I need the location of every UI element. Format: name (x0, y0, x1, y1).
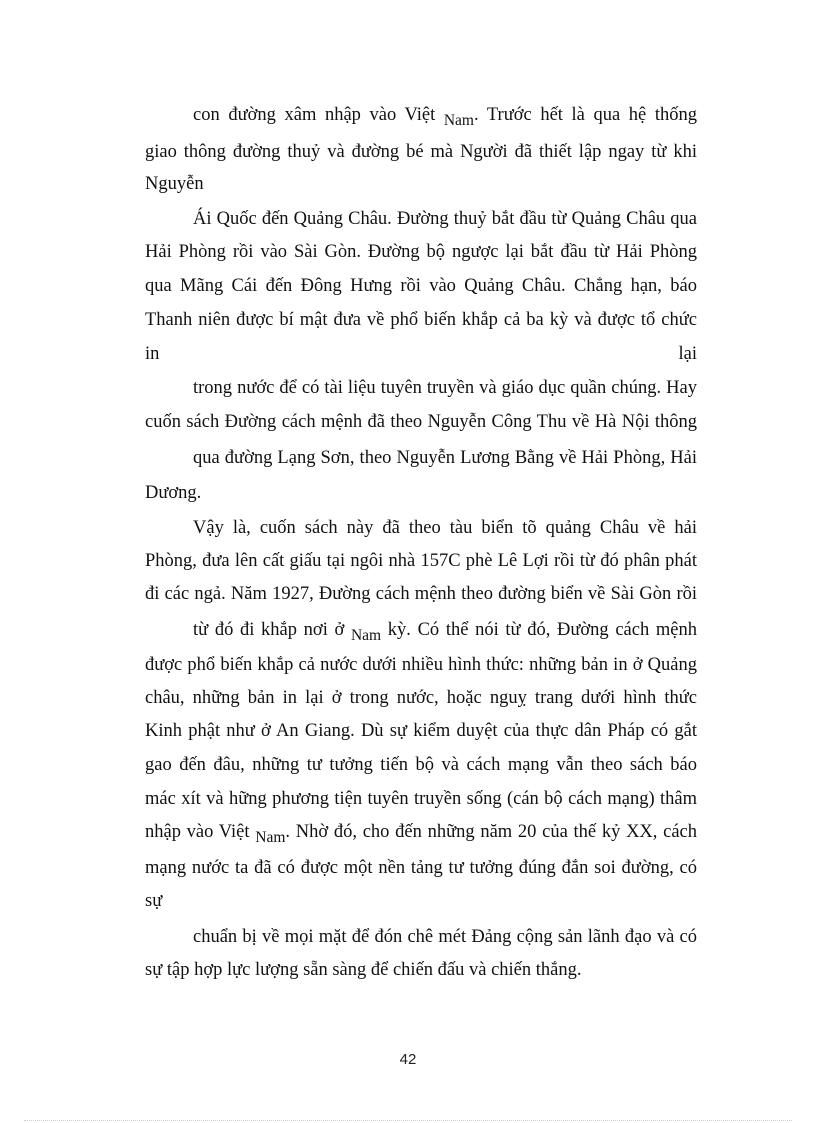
text-line: chuẩn bị về mọi mặt để đón chê mét Đảng cộng sản lãnh đạo và có (193, 927, 697, 947)
text-line (145, 342, 697, 366)
text-line (193, 103, 697, 128)
text-line: cuốn sách Đường cách mệnh đã theo Nguyễn Công Thu về Hà Nội thông (145, 412, 697, 432)
text-line: giao thông đường thuỷ và đường bé mà Người đã thiết lập ngay từ khi (145, 142, 697, 162)
text-segment: in (145, 344, 160, 364)
text-line: sự tập hợp lực lượng sẵn sàng để chiến đấu và chiến thắng. (145, 960, 582, 980)
page-bottom-divider (24, 1120, 792, 1121)
text-line: Ái Quốc đến Quảng Châu. Đường thuỷ bắt đầu từ Quảng Châu qua (193, 209, 697, 229)
text-line: gao đến đâu, những tư tưởng tiến bộ và cách mạng vẫn theo sách báo (145, 755, 697, 775)
text-line: Hải Phòng rồi vào Sài Gòn. Đường bộ ngược lại bắt đầu từ Hải Phòng (145, 242, 697, 262)
text-line: trong nước để có tài liệu tuyên truyền và giáo dục quần chúng. Hay (193, 378, 697, 398)
text-segment: . Trước hết là qua hệ thống (473, 105, 698, 125)
text-segment: nhập vào Việt (145, 822, 250, 842)
text-line: sự (145, 891, 163, 911)
text-segment: lại (678, 344, 697, 364)
text-segment: từ đó đi khắp nơi ở (193, 620, 345, 640)
text-line: Vậy là, cuốn sách này đã theo tàu biển tõ quảng Châu về hải (193, 518, 697, 538)
text-line: Nguyễn (145, 174, 204, 194)
text-line: Dương. (145, 483, 202, 503)
text-segment: Nam (443, 112, 474, 129)
text-line: Phòng, đưa lên cất giấu tại ngôi nhà 157C phè Lê Lợi rồi từ đó phân phát (145, 551, 697, 571)
text-line: qua Mãng Cái đến Đông Hưng rồi vào Quảng Châu. Chẳng hạn, báo (145, 276, 697, 296)
text-segment: con đường xâm nhập vào Việt (193, 105, 436, 125)
text-line (145, 820, 697, 845)
text-segment: kỳ. Có thể nói từ đó, Đường cách mệnh (387, 620, 697, 640)
text-line: được phổ biến khắp cả nước dưới nhiều hình thức: những bản in ở Quảng (145, 655, 697, 675)
text-line: mác xít và hững phương tiện tuyên truyền sống (cán bộ cách mạng) thâm (145, 789, 697, 809)
text-line: mạng nước ta đã có được một nền tảng tư tưởng đúng đắn soi đường, có (145, 858, 697, 878)
text-line (193, 618, 697, 643)
text-segment: . Nhờ đó, cho đến những năm 20 của thế kỷ XX, cách (285, 822, 698, 842)
text-line: đi các ngả. Năm 1927, Đường cách mệnh theo đường biển về Sài Gòn rồi (145, 584, 697, 604)
text-line: Kinh phật như ở An Giang. Dù sự kiểm duyệt của thực dân Pháp có gắt (145, 721, 697, 741)
text-segment: Nam (350, 627, 382, 644)
text-line: châu, những bản in lại ở trong nước, hoặc nguỵ trang dưới hình thức (145, 688, 697, 708)
text-segment: Nam (255, 829, 286, 846)
text-line: Thanh niên được bí mật đưa về phổ biến khắp cả ba kỳ và được tổ chức (145, 310, 697, 330)
text-line: qua đường Lạng Sơn, theo Nguyễn Lương Bằng về Hải Phòng, Hải (193, 448, 697, 468)
page-number: 42 (399, 1051, 417, 1068)
